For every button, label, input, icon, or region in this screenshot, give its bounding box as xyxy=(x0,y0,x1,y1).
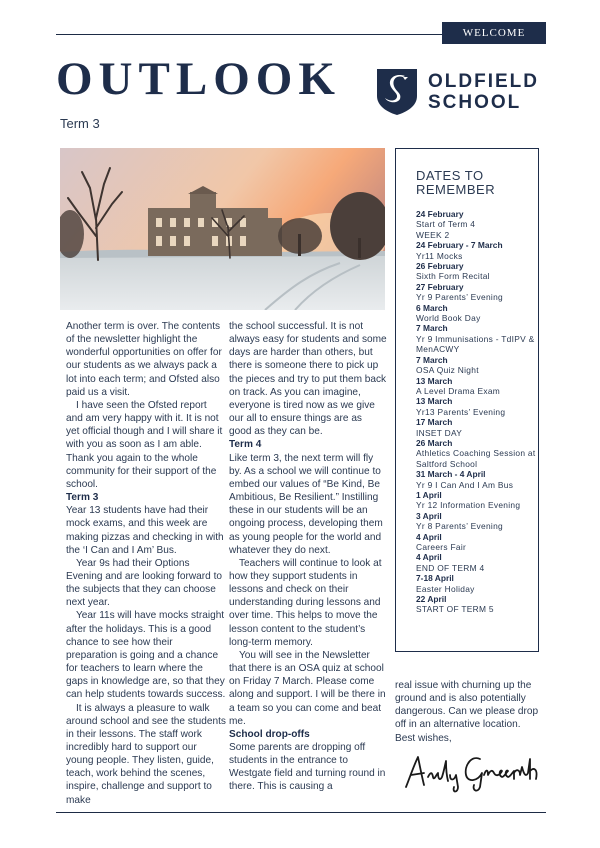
paragraph: Year 13 students have had their mock exams, and this week are making pizzas and checking in with the ‘I Can and I Am’ Bus. xyxy=(66,505,224,556)
dates-title-line2: REMEMBER xyxy=(416,182,496,197)
event-label: World Book Day xyxy=(416,313,481,324)
date-label: 27 February xyxy=(416,281,464,292)
paragraph: Teachers will continue to look at how they support students in lessons and check on their understanding during lessons and over time. This helps to move the lesson content to the student’s long-term memory. xyxy=(229,557,382,648)
term-label: Term 3 xyxy=(60,116,100,131)
paragraph: Another term is over. The contents of the newsletter highlight the wonderful opportunities on offer for our students as we always pack a lot into each term; and Ofsted also paid us a visit. xyxy=(66,321,222,398)
school-name xyxy=(428,71,539,113)
paragraph: Like term 3, the next term will fly by. As a school we will continue to embed our values of “Be Kind, Be Ambitious, Be Resilient.” Instilling these in our students will be an ongoing process, developing them as young people for the world and whatever they do next. xyxy=(229,452,383,556)
section-heading: Term 3 xyxy=(66,492,99,504)
date-label: 7 March xyxy=(416,354,448,365)
event-label: Yr 8 Parents’ Evening xyxy=(416,521,503,532)
date-label: 13 March xyxy=(416,396,453,407)
dates-to-remember-panel xyxy=(395,148,539,652)
headteacher-signature xyxy=(400,745,550,795)
school-building-photo xyxy=(60,148,385,310)
paragraph: real issue with churning up the ground and is also potentially dangerous. Can we please drop off in an alternative location. xyxy=(395,680,539,731)
event-label: Yr 12 Information Evening xyxy=(416,500,521,511)
paragraph: Some parents are dropping off students in the entrance to Westgate field and turning round in there. This is causing a xyxy=(229,742,386,793)
article-column-1 xyxy=(66,320,226,807)
date-label: 13 March xyxy=(416,375,453,386)
event-label: INSET DAY xyxy=(416,427,463,438)
dates-title-line1: DATES TO xyxy=(416,168,484,183)
event-label: Yr 9 I Can And I Am Bus xyxy=(416,479,514,490)
date-label: 3 April xyxy=(416,510,442,521)
bottom-rule xyxy=(56,812,546,813)
event-label: Easter Holiday xyxy=(416,583,475,594)
event-label: Yr 9 Parents’ Evening xyxy=(416,292,503,303)
event-label: END OF TERM 4 xyxy=(416,562,485,573)
paragraph: Year 9s had their Options Evening and are looking forward to the subjects that they can choose next year. xyxy=(66,557,222,609)
school-logo xyxy=(376,68,539,116)
event-label: START OF TERM 5 xyxy=(416,604,494,615)
event-label: Careers Fair xyxy=(416,542,467,552)
event-label: Start of Term 4 xyxy=(416,219,476,230)
date-label: 24 February xyxy=(416,209,464,219)
date-label: 31 March - 4 April xyxy=(416,469,486,480)
masthead-title: OUTLOOK xyxy=(56,53,341,105)
paragraph: Best wishes, xyxy=(395,732,452,744)
school-name-line1: OLDFIELD xyxy=(428,71,539,92)
event-label: Sixth Form Recital xyxy=(416,271,490,282)
welcome-tab: WELCOME xyxy=(442,22,546,44)
article-column-3 xyxy=(395,679,545,745)
date-label: 6 March xyxy=(416,302,448,313)
date-label: 26 March xyxy=(416,437,453,448)
date-label: 22 April xyxy=(416,594,447,605)
event-label: Athletics Coaching Session at Saltford School xyxy=(416,448,536,469)
event-label: A Level Drama Exam xyxy=(416,385,501,396)
date-label: 4 April xyxy=(416,552,442,563)
event-label: WEEK 2 xyxy=(416,229,450,240)
event-label: Yr 9 Immunisations - TdIPV & MenACWY xyxy=(416,333,535,355)
date-label: 4 April xyxy=(416,531,442,542)
paragraph: You will see in the Newsletter that there is an OSA quiz at school on Friday 7 March. Please come along and support. I will be there in a team so you can come and beat me. xyxy=(229,649,386,727)
paragraph: I have seen the Ofsted report and am very happy with it. It is not yet official though and I will share it with you as soon as I am able. Thank you again to the whole community for their support of the school. xyxy=(66,399,223,490)
date-label: 1 April xyxy=(416,489,442,500)
top-rule xyxy=(56,34,444,35)
date-label: 24 February - 7 March xyxy=(416,240,503,251)
school-name-line2: SCHOOL xyxy=(428,92,522,113)
dates-list xyxy=(416,209,538,615)
date-label: 7-18 April xyxy=(416,573,454,584)
paragraph: the school successful. It is not always easy for students and some days are harder than others, but there is someone there to pick up the pieces and try to put them back on track. As you can imagine, everyone is tired now as we give our all to ensure things are as good as they can be. xyxy=(229,321,387,438)
event-label: Yr13 Parents’ Evening xyxy=(416,406,506,417)
event-label: OSA Quiz Night xyxy=(416,365,479,376)
date-label: 7 March xyxy=(416,323,448,334)
section-heading: Term 4 xyxy=(229,439,262,451)
dates-title xyxy=(416,169,538,197)
swan-crest-icon xyxy=(376,68,418,116)
paragraph: Year 11s will have mocks straight after the holidays. This is a good chance to see how their preparation is going and a chance for teachers to learn where the gaps in knowledge are, so that they can help students towards success. xyxy=(66,610,226,701)
date-label: 17 March xyxy=(416,417,453,428)
article-column-2 xyxy=(229,320,387,794)
paragraph: It is always a pleasure to walk around school and see the students in their lessons. The staff work incredibly hard to support our young people. They listen, guide, teach, work behind the scenes, inspire, challenge and support to make xyxy=(66,702,226,806)
section-heading: School drop-offs xyxy=(229,728,310,740)
event-label: Yr11 Mocks xyxy=(416,250,463,261)
date-label: 26 February xyxy=(416,261,464,272)
